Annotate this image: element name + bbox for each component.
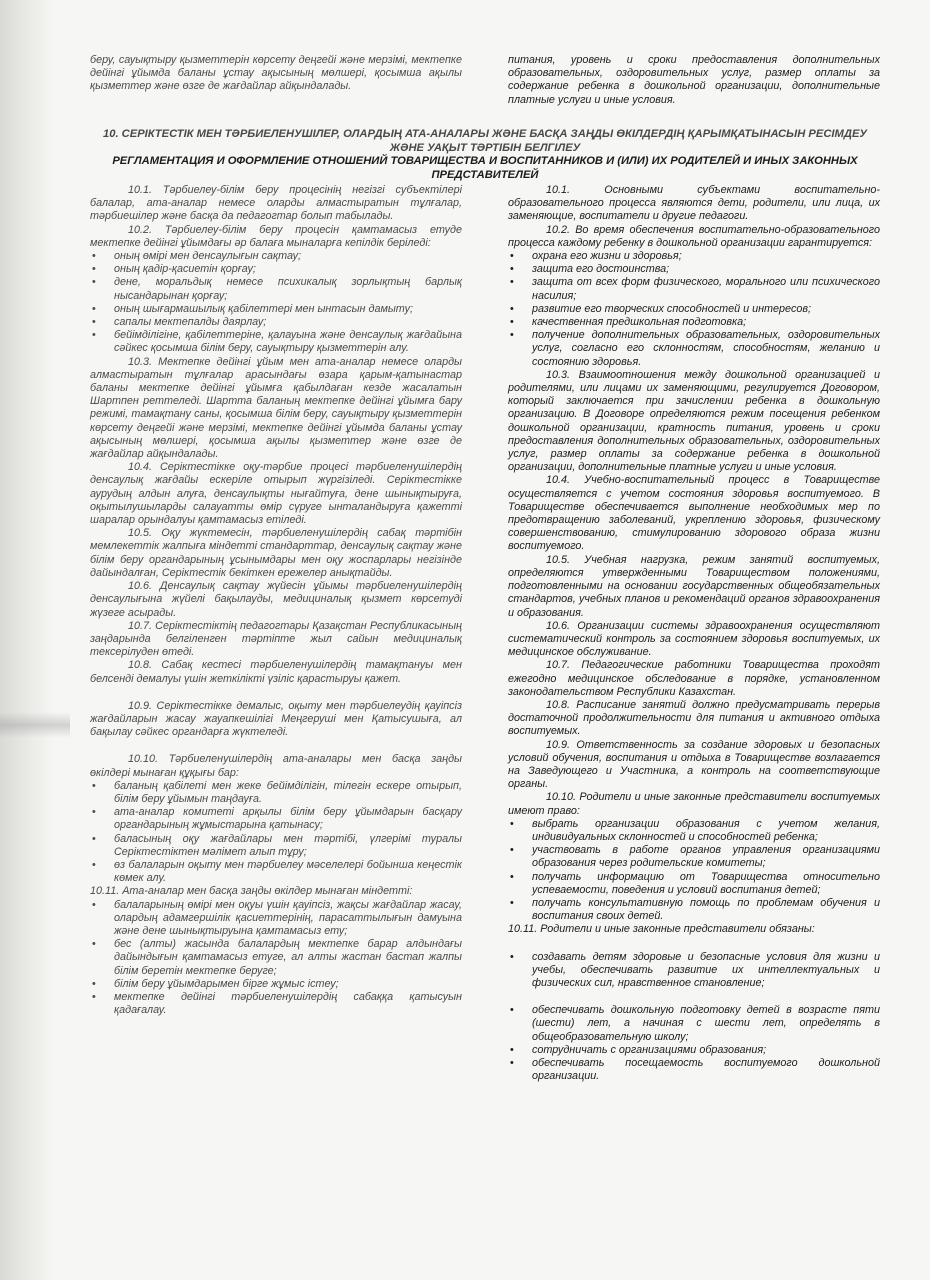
para-10-2: 10.2. Тәрбиелеу-білім беру процесін қамтамасыз етуде мектепке дейінгі ұйымдағы әр балаға мыналарға кепілдік беріледі:	[90, 223, 462, 249]
paper-crease	[0, 712, 70, 738]
para-10-10: 10.10. Тәрбиеленушілердің ата-аналары мен басқа заңды өкілдері мынаған құқығы бар:	[90, 753, 462, 779]
para-10-5: 10.5. Оқу жүктемесін, тәрбиеленушілердің сабақ тәртібін мемлекеттік жалпыға міндетті стандарттар, денсаулық сақтау және білім беру органдарының ұсынымдары мен оқу жоспарлары негізінде дайындалған, Серіктестік бекіткен ережелер анықтайды.	[90, 527, 462, 579]
guarantee-list	[90, 250, 462, 356]
list-item: • защита от всех форм физического, морального или психического насилия;	[532, 276, 880, 302]
list-item: • дене, моральдық немесе психикалық зорлықтың барлық нысандарынан қорғау;	[114, 276, 462, 302]
list-item: • получение дополнительных образовательных, оздоровительных услуг, согласно его склонностям, способностям, желанию и состоянию здоровья.	[532, 329, 880, 369]
para-10-4: 10.4. Учебно-воспитательный процесс в Товариществе осуществляется с учетом состояния здоровья воспитуемого. В Товариществе обеспечивается выполнение необходимых мер по предотвращению заболеваний, укреплению здоровья, физическому совершенствованию, стимулированию здорового образа жизни воспитуемого.	[508, 474, 880, 553]
para-10-6: 10.6. Денсаулық сақтау жүйесін ұйымы тәрбиеленушілердің денсаулығына жүйелі бақылауды, медициналық қызмет көрсетуді жүзеге асырады.	[90, 580, 462, 619]
list-item: • оның шығармашылық қабілеттері мен ынтасын дамыту;	[114, 303, 462, 316]
para-10-11: 10.11. Ата-аналар мен басқа заңды өкілдер мынаған міндетті:	[90, 885, 413, 898]
para-10-1: 10.1. Основными субъектами воспитательно-образовательного процесса являются дети, родители, или лица, их заменяющие, воспитатели и другие педагоги.	[508, 184, 880, 223]
duties-list	[508, 951, 880, 1084]
para-10-8: 10.8. Сабақ кестесі тәрбиеленушілердің тамақтануы мен белсенді демалуы үшін жеткілікті үзіліс қарастыруы қажет.	[90, 659, 462, 685]
para-10-3: 10.3. Взаимоотношения между дошкольной организацией и родителями, или лицами их заменяющими, регулируется Договором, который заключается при зачислении ребенка в дошкольную организацию. В Договоре определяются режим посещения ребенком дошкольной организации, кратность питания, уровень и сроки предоставления дополнительных образовательных, оздоровительных услуг, размер оплаты за содержание ребенка в дошкольной организации, дополнительные платные услуги и иные условия.	[508, 368, 880, 474]
para-10-2: 10.2. Во время обеспечения воспитательно-образовательного процесса каждому ребенку в дошкольной организации гарантируется:	[508, 223, 880, 249]
list-item: • создавать детям здоровые и безопасные условия для жизни и учебы, обеспечивать развитие их интеллектуальных и физических сил, нравственное становление;	[532, 951, 880, 991]
para-10-9: 10.9. Ответственность за создание здоровых и безопасных условий обучения, воспитания и отдыха в Товариществе возлагается на Заведующего и Участника, а контроль на соответствующие органы.	[508, 738, 880, 791]
rights-list	[508, 818, 880, 924]
list-item: • сапалы мектепалды даярлау;	[114, 316, 462, 329]
list-item: • оның өмірі мен денсаулығын сақтау;	[114, 250, 462, 263]
list-item: • развитие его творческих способностей и интересов;	[532, 303, 880, 316]
rights-list	[90, 780, 462, 886]
top-continuation-kz: беру, сауықтыру қызметтерін көрсету деңгейі және мерзімі, мектепке дейінгі ұйымда баланы ұстау ақысының мөлшері, қосымша ақылы қызметтер және өзге де жағдайлар айқындалады.	[90, 54, 462, 93]
list-item: • обеспечивать дошкольную подготовку детей в возрасте пяти (шести) лет, а начиная с шести лет, определять в общеобразовательную школу;	[532, 1004, 880, 1044]
para-10-7: 10.7. Педагогические работники Товарищества проходят ежегодно медицинское обследование в порядке, установленном законодательством Республики Казахстан.	[508, 659, 880, 698]
list-item: • білім беру ұйымдарымен бірге жұмыс істеу;	[114, 978, 462, 991]
heading-ru: РЕГЛАМЕНТАЦИЯ И ОФОРМЛЕНИЕ ОТНОШЕНИЙ ТОВАРИЩЕСТВА И ВОСПИТАННИКОВ И (ИЛИ) ИХ РОДИТЕЛЕЙ И ИНЫХ ЗАКОННЫХ ПРЕДСТАВИТЕЛЕЙ	[112, 155, 858, 181]
para-10-11: 10.11. Родители и иные законные представители обязаны:	[508, 923, 815, 936]
list-item: • балаларының өмірі мен оқуы үшін қауіпсіз, жақсы жағдайлар жасау, олардың адамгершілік қасиеттерінің, парасаттылығын дамуына және дене шынықтыруына қамтамасыз ету;	[114, 899, 462, 939]
list-item: • обеспечивать посещаемость воспитуемого дошкольной организации.	[532, 1057, 880, 1083]
list-item: • сотрудничать с организациями образования;	[532, 1044, 880, 1057]
list-item: • качественная предшкольная подготовка;	[532, 316, 880, 329]
list-item: • бес (алты) жасында балалардың мектепке барар алдындағы дайындығын қамтамасыз етуге, ал алты жастан бастап жалпы білім беретін мектепке беруге;	[114, 938, 462, 978]
heading-kz: 10. СЕРІКТЕСТІК МЕН ТӘРБИЕЛЕНУШІЛЕР, ОЛАРДЫҢ АТА-АНАЛАРЫ ЖӘНЕ БАСҚА ЗАҢДЫ ӨКІЛДЕРДІҢ ҚАРЫМҚАТЫНАСЫН РЕСІМДЕУ ЖӘНЕ УАҚЫТ ТӘРТІБІН БЕЛГІЛЕУ	[103, 128, 867, 154]
section-10-heading	[90, 128, 880, 182]
list-item: • бейімділігіне, қабілеттеріне, қалауына және денсаулық жағдайына сәйкес қосымша білім беру, сауықтыру қызметтерін алу.	[114, 329, 462, 355]
list-item: • мектепке дейінгі тәрбиеленушілердің сабаққа қатысуын қадағалау.	[114, 991, 462, 1017]
para-10-8: 10.8. Расписание занятий должно предусматривать перерыв достаточной продолжительности для питания и активного отдыха воспитуемых.	[508, 698, 880, 738]
para-10-10: 10.10. Родители и иные законные представители воспитуемых имеют право:	[508, 791, 880, 817]
list-item: • защита его достоинства;	[532, 263, 880, 276]
para-10-9: 10.9. Серіктестікке демалыс, оқыту мен тәрбиелеудің қауіпсіз жағдайларын жасау жауапкешілігі Меңгеруші мен Қатысушыға, ал бақылау сәйкес органдарға жүктеледі.	[90, 699, 462, 739]
list-item: • получать информацию от Товарищества относительно успеваемости, поведения и условий воспитания детей;	[532, 871, 880, 897]
para-10-7: 10.7. Серіктестіктің педагогтары Қазақстан Республикасының заңдарында белгіленген тәртіпте жыл сайын медициналық тексерілуден өтеді.	[90, 619, 462, 659]
list-item: • выбрать организации образования с учетом желания, индивидуальных склонностей и способностей ребенка;	[532, 818, 880, 844]
two-column-body	[90, 184, 880, 1184]
list-item: • оның қадір-қасиетін қорғау;	[114, 263, 462, 276]
list-item: • получать консультативную помощь по проблемам обучения и воспитания своих детей.	[532, 897, 880, 923]
list-item: • охрана его жизни и здоровья;	[532, 250, 880, 263]
list-item: • баласының оқу жағдайлары мен тәртібі, үлгерімі туралы Серіктестіктен мәлімет алып тұру;	[114, 833, 462, 859]
column-ru	[508, 184, 880, 1083]
list-item: • баланың қабілеті мен жеке бейімділігін, тілегін ескере отырып, білім беру ұйымын таңдауға.	[114, 780, 462, 806]
para-10-3: 10.3. Мектепке дейінгі ұйым мен ата-аналар немесе оларды алмастыратын тұлғалар арасындағы өзара қарым-қатынастар баланы мектепке дейінгі ұйымға қабылдаған кезде жасалатын Шартпен реттеледі. Шартта баланың мектепке дейінгі ұйымға бару режимі, тамақтану саны, қосымша білім беру, сауықтыру қызметтерін көрсету деңгейі және мерзімі, мектепке дейінгі ұйымда баланы ұстау ақысының мөлшері, қосымша ақылы қызметтер және өзге де жағдайлар айқындалады.	[90, 355, 462, 461]
list-item: • ата-аналар комитеті арқылы білім беру ұйымдарын басқару органдарының жұмыстарына қатынасу;	[114, 806, 462, 832]
scan-left-edge	[0, 0, 55, 1280]
top-continuation-ru: питания, уровень и сроки предоставления дополнительных образовательных, оздоровительных услуг, размер оплаты за содержание ребенка в дошкольной организации, дополнительные платные услуги и иные условия.	[508, 54, 880, 106]
duties-list	[90, 899, 462, 1018]
column-kz	[90, 184, 462, 1017]
list-item: • участвовать в работе органов управления организациями образования через родительские комитеты;	[532, 844, 880, 870]
list-item: • өз балаларын оқыту мен тәрбиелеу мәселелері бойынша кеңестік көмек алу.	[114, 859, 462, 885]
para-10-1: 10.1. Тәрбиелеу-білім беру процесінің негізгі субъектілері балалар, ата-аналар немесе оларды алмастыратын тұлғалар, тәрбиешілер және басқа да педагогтар болып табылады.	[90, 184, 462, 223]
para-10-6: 10.6. Организации системы здравоохранения осуществляют систематический контроль за состоянием здоровья воспитуемых, их медицинское обслуживание.	[508, 619, 880, 659]
para-10-5: 10.5. Учебная нагрузка, режим занятий воспитуемых, определяются утвержденными Товариществом положениями, подготовленными на основании государственных общеобязательных стандартов, учебных планов и рекомендаций органов здравоохранения и образования.	[508, 553, 880, 619]
para-10-4: 10.4. Серіктестікке оқу-тәрбие процесі тәрбиеленушілердің денсаулық жағдайы ескеріле отырып жүргізіледі. Серіктестікке аурудың алдын алуға, денсаулықты нығайтуға, дене шынықтыруға, оқытылушыларды салауатты өмір сүруге ынталандыруға қажетті шаралар орындалуы қамтамасыз етіледі.	[90, 461, 462, 527]
guarantee-list	[508, 250, 880, 369]
